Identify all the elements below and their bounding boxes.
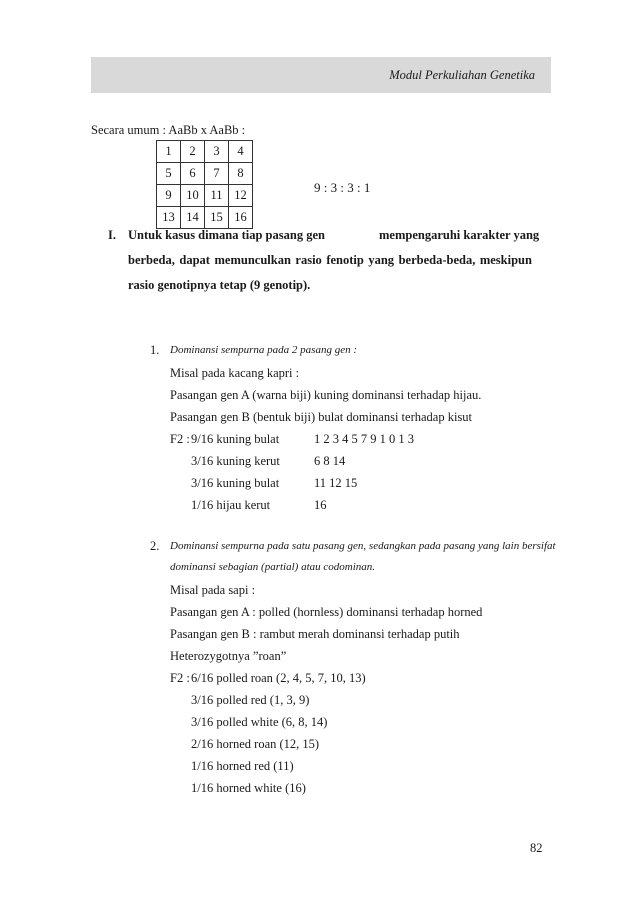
grid-cell: 16 <box>229 207 253 229</box>
item1-title: Dominansi sempurna pada 2 pasang gen : <box>170 344 357 356</box>
item1-geneB: Pasangan gen B (bentuk biji) bulat dominansi terhadap kisut <box>170 410 473 424</box>
grid-cell: 13 <box>157 207 181 229</box>
item1-row-label: 3/16 kuning bulat <box>191 476 280 490</box>
grid-cell: 8 <box>229 163 253 185</box>
grid-cell: 1 <box>157 141 181 163</box>
intro-label: Secara umum : AaBb x AaBb : <box>91 123 246 137</box>
header-title: Modul Perkuliahan Genetika <box>389 68 535 82</box>
grid-cell: 2 <box>181 141 205 163</box>
grid-row <box>157 163 253 185</box>
item2-geneA: Pasangan gen A : polled (hornless) dominansi terhadap horned <box>170 605 483 619</box>
grid-cell: 10 <box>181 185 205 207</box>
item1-row-nums: 16 <box>314 498 327 512</box>
item1-f2-prefix: F2 : <box>170 432 190 446</box>
item2-row: 2/16 horned roan (12, 15) <box>191 737 320 751</box>
grid-cell: 14 <box>181 207 205 229</box>
section-numeral: I. <box>108 228 116 242</box>
section-line1a: Untuk kasus dimana tiap pasang gen <box>128 228 325 242</box>
item2-row: 3/16 polled red (1, 3, 9) <box>191 693 310 707</box>
item1-row-nums: 6 8 14 <box>314 454 346 468</box>
grid-cell: 12 <box>229 185 253 207</box>
item1-row-nums: 1 2 3 4 5 7 9 1 0 1 3 <box>314 432 414 446</box>
item1-row-label: 1/16 hijau kerut <box>191 498 271 512</box>
grid-cell: 5 <box>157 163 181 185</box>
grid-cell: 6 <box>181 163 205 185</box>
grid-cell: 9 <box>157 185 181 207</box>
item2-example: Misal pada sapi : <box>170 583 256 597</box>
page-number: 82 <box>530 841 543 855</box>
item1-row-label: 3/16 kuning kerut <box>191 454 280 468</box>
grid-cell: 4 <box>229 141 253 163</box>
item2-row: 3/16 polled white (6, 8, 14) <box>191 715 328 729</box>
item2-hetero: Heterozygotnya ”roan” <box>170 649 287 663</box>
grid-cell: 11 <box>205 185 229 207</box>
grid-cell: 15 <box>205 207 229 229</box>
grid-row <box>157 185 253 207</box>
item2-number: 2. <box>150 539 160 553</box>
grid-row <box>157 141 253 163</box>
item1-number: 1. <box>150 343 160 357</box>
section-line1b: mempengaruhi karakter yang <box>379 228 540 242</box>
grid-row <box>157 207 253 229</box>
item1-row-label: 9/16 kuning bulat <box>191 432 280 446</box>
item2-row: 1/16 horned white (16) <box>191 781 306 795</box>
item2-title-line1: Dominansi sempurna pada satu pasang gen, sedangkan pada pasang yang lain bersifat <box>170 540 556 552</box>
grid-cell: 3 <box>205 141 229 163</box>
item2-title-line2: dominansi sebagian (partial) atau codominan. <box>170 561 376 573</box>
section-line3: rasio genotipnya tetap (9 genotip). <box>128 278 311 292</box>
ratio-text: 9 : 3 : 3 : 1 <box>314 180 371 195</box>
item2-geneB: Pasangan gen B : rambut merah dominansi terhadap putih <box>170 627 460 641</box>
item2-f2-prefix: F2 : <box>170 671 190 685</box>
item1-example: Misal pada kacang kapri : <box>170 366 300 380</box>
punnett-grid <box>156 140 253 229</box>
section-line2: berbeda, dapat memunculkan rasio fenotip yang berbeda-beda, meskipun <box>128 253 532 267</box>
header-bar <box>91 57 551 93</box>
item2-row: 6/16 polled roan (2, 4, 5, 7, 10, 13) <box>191 671 366 685</box>
item1-row-nums: 11 12 15 <box>314 476 358 490</box>
grid-cell: 7 <box>205 163 229 185</box>
item1-geneA: Pasangan gen A (warna biji) kuning dominansi terhadap hijau. <box>170 388 482 402</box>
item2-row: 1/16 horned red (11) <box>191 759 294 773</box>
